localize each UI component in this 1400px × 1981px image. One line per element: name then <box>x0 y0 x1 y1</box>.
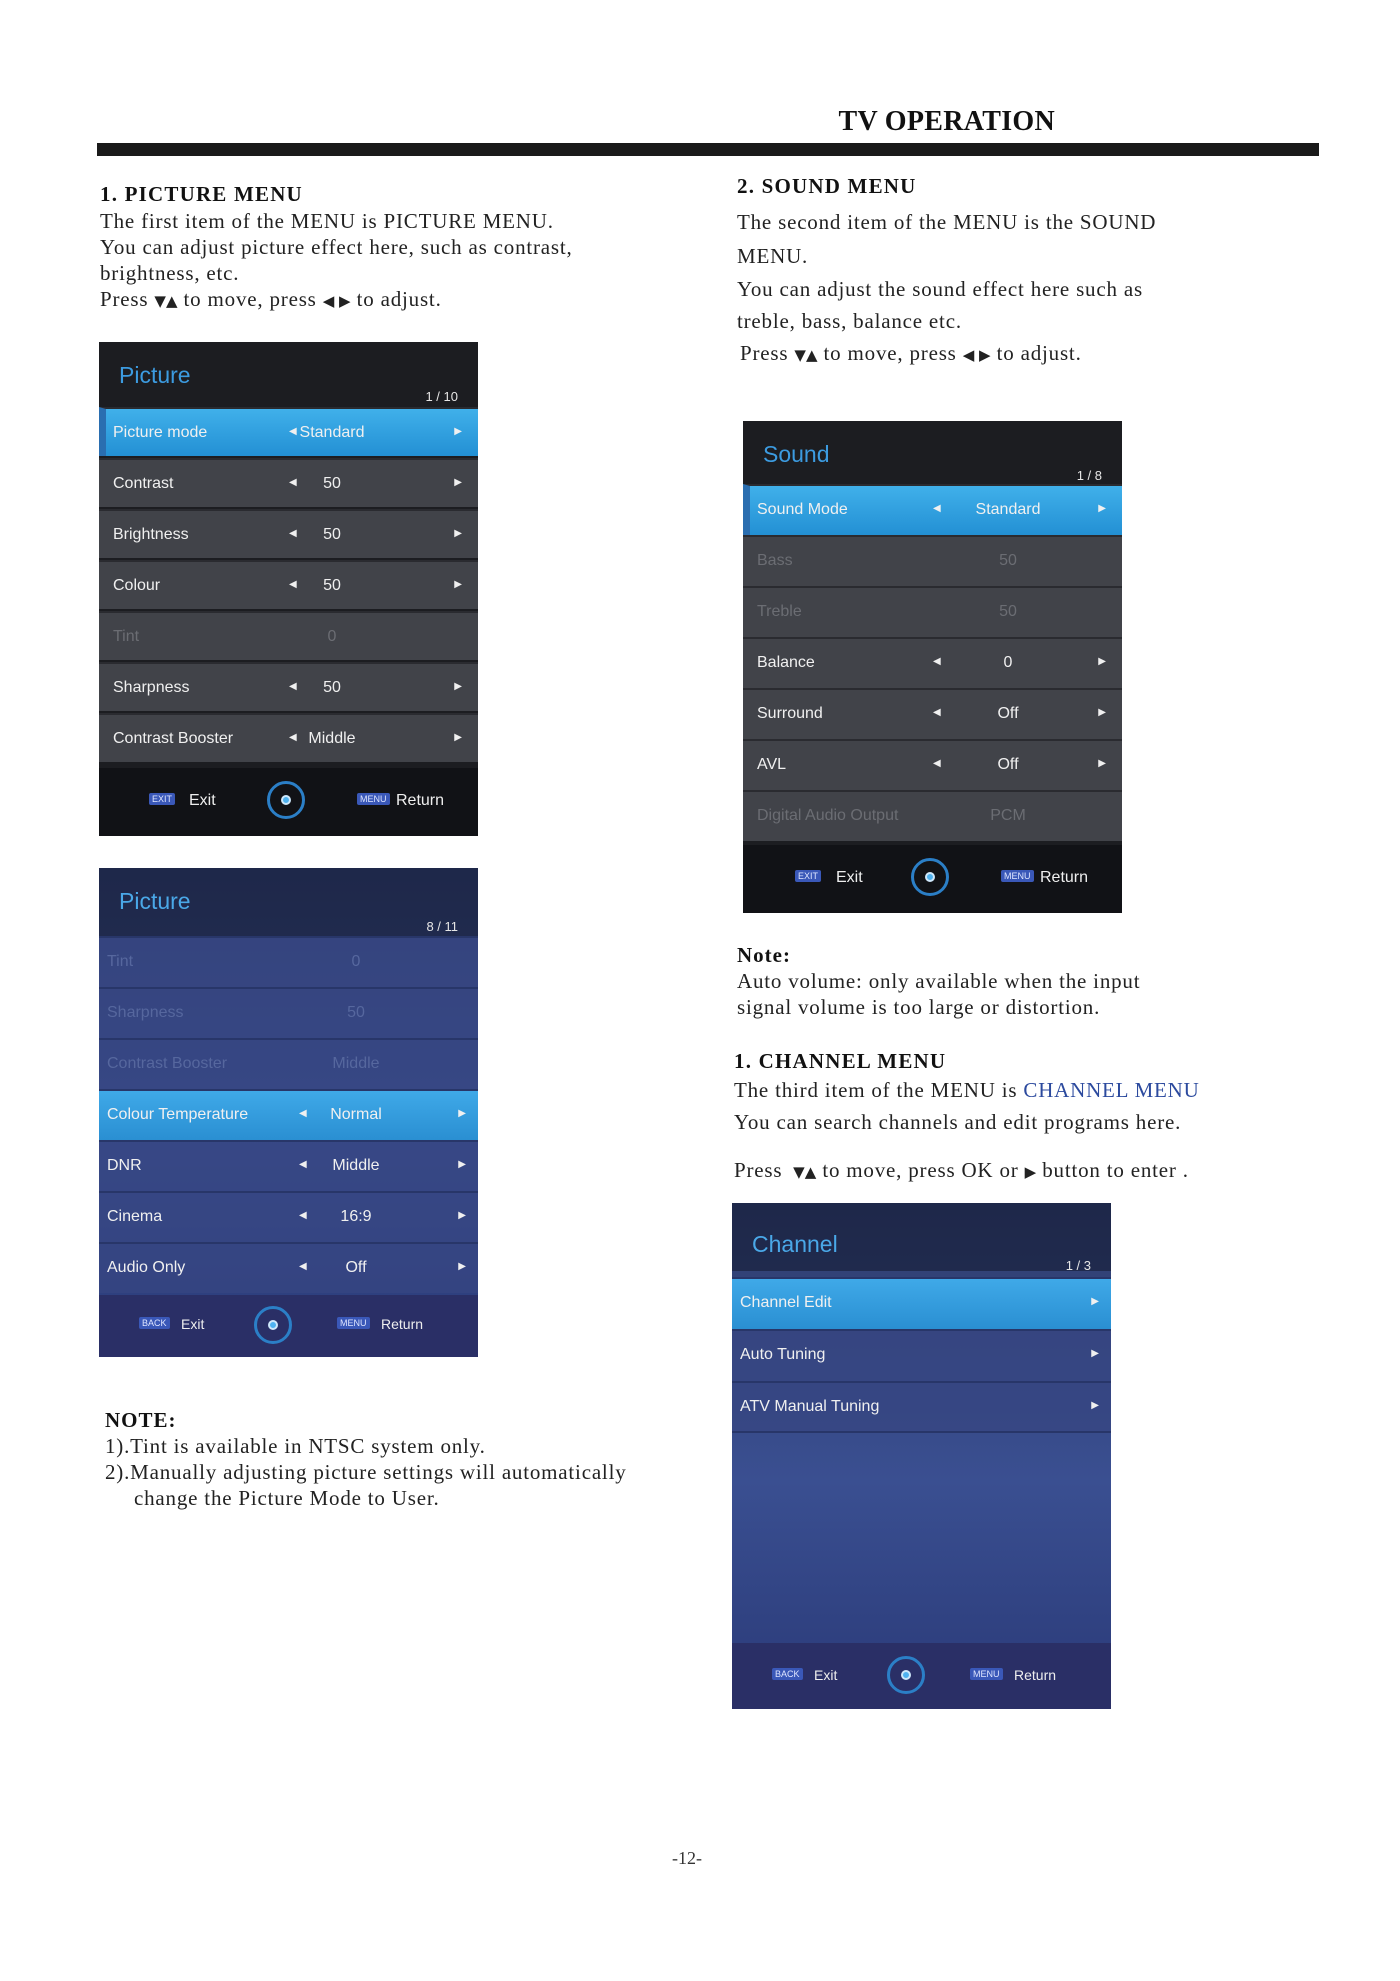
row-label: Brightness <box>113 526 189 543</box>
menu-row-brightness[interactable] <box>99 509 478 558</box>
return-label[interactable]: Return <box>1040 869 1089 886</box>
picture-menu-screen <box>99 342 478 836</box>
back-key-badge[interactable]: BACK <box>772 1668 803 1680</box>
menu-row-cinema[interactable] <box>99 1191 478 1242</box>
sound-desc-line3: You can adjust the sound effect here such as <box>737 277 1143 301</box>
channel-menu-screen <box>732 1203 1111 1709</box>
picture-menu-screen-page2 <box>99 868 478 1357</box>
channel-press-line <box>734 1154 1334 1188</box>
picture-desc-line3: brightness, etc. <box>100 261 240 285</box>
header-rule <box>97 143 1319 156</box>
right-arrow-icon[interactable]: ▶ <box>1091 1400 1099 1411</box>
row-value: 50 <box>323 475 341 492</box>
note-item-1: 1).Tint is available in NTSC system only. <box>105 1434 486 1458</box>
right-arrow-icon[interactable]: ▶ <box>458 1159 466 1170</box>
row-label: Treble <box>757 603 802 620</box>
row-value: Middle <box>332 1157 380 1174</box>
row-label: Picture mode <box>113 424 208 441</box>
picture-press-line <box>100 286 660 314</box>
menu-row-picture-mode[interactable] <box>99 407 478 456</box>
exit-key-badge[interactable]: EXIT <box>795 870 821 882</box>
adjust-label: to adjust. <box>356 287 442 311</box>
row-value: 50 <box>323 679 341 696</box>
menu-footer <box>99 1295 478 1357</box>
row-label: Sharpness <box>107 1004 184 1021</box>
menu-row-avl[interactable] <box>743 739 1122 790</box>
sound-note <box>737 942 1297 1020</box>
right-arrow-icon[interactable]: ▶ <box>1098 707 1106 718</box>
menu-row-colour-temperature[interactable] <box>99 1089 478 1140</box>
row-label: DNR <box>107 1157 142 1174</box>
row-value: 0 <box>1003 654 1013 671</box>
row-label: AVL <box>757 756 787 773</box>
menu-row-sharpness <box>99 987 478 1038</box>
menu-row-channel-edit[interactable] <box>732 1277 1111 1329</box>
right-arrow-icon[interactable]: ▶ <box>1098 503 1106 514</box>
right-arrow-icon[interactable]: ▶ <box>458 1210 466 1221</box>
right-arrow-icon[interactable]: ▶ <box>454 426 462 437</box>
return-label[interactable]: Return <box>381 1316 424 1332</box>
menu-row-sound-mode[interactable] <box>743 484 1122 535</box>
picture-note <box>105 1407 685 1511</box>
menu-page-indicator: 1 / 3 <box>1065 1258 1091 1273</box>
exit-label[interactable]: Exit <box>189 792 216 809</box>
menu-key-badge[interactable]: MENU <box>337 1317 370 1329</box>
row-label: Sharpness <box>113 679 190 696</box>
left-arrow-icon[interactable]: ◀ <box>289 732 297 743</box>
row-label: Sound Mode <box>757 501 848 518</box>
picture-menu-heading: 1. PICTURE MENU <box>100 182 303 206</box>
row-value: 0 <box>327 628 337 645</box>
row-value: Middle <box>308 730 356 747</box>
row-value: Middle <box>332 1055 380 1072</box>
row-label: Tint <box>113 628 140 645</box>
left-arrow-icon[interactable]: ◀ <box>299 1261 307 1272</box>
row-label: Bass <box>757 552 793 569</box>
sound-menu-heading: 2. SOUND MENU <box>737 174 917 198</box>
menu-row-balance[interactable] <box>743 637 1122 688</box>
adjust-label: to adjust. <box>996 341 1082 365</box>
note-heading: NOTE: <box>105 1408 177 1432</box>
row-label: Cinema <box>107 1208 163 1225</box>
left-arrow-icon[interactable]: ◀ <box>933 707 941 718</box>
sound-menu-description <box>737 205 1297 371</box>
left-arrow-icon[interactable]: ◀ <box>933 503 941 514</box>
row-label: Tint <box>107 953 134 970</box>
down-up-arrows-icon: ▼▲ <box>154 292 178 310</box>
row-label: Contrast <box>113 475 174 492</box>
row-value: 50 <box>323 526 341 543</box>
row-value: Off <box>997 756 1019 773</box>
row-label: Surround <box>757 705 823 722</box>
right-arrow-icon[interactable]: ▶ <box>1098 758 1106 769</box>
page-header-title: TV OPERATION <box>838 106 1055 137</box>
down-up-arrows-icon: ▼▲ <box>794 346 818 364</box>
note-heading: Note: <box>737 943 791 967</box>
return-label[interactable]: Return <box>1014 1667 1057 1683</box>
navigation-pad-icon <box>254 1306 292 1344</box>
right-arrow-icon: ▶ <box>1024 1163 1037 1181</box>
menu-title: Picture <box>119 362 191 388</box>
right-arrow-icon[interactable]: ▶ <box>454 477 462 488</box>
right-arrow-icon[interactable]: ▶ <box>454 528 462 539</box>
left-arrow-icon[interactable]: ◀ <box>289 681 297 692</box>
row-label: Colour <box>113 577 161 594</box>
move-label: to move, press OK or <box>822 1158 1019 1182</box>
menu-page-indicator: 1 / 10 <box>425 389 458 404</box>
menu-row-audio-only[interactable] <box>99 1242 478 1293</box>
left-arrow-icon[interactable]: ◀ <box>299 1108 307 1119</box>
menu-title: Sound <box>763 441 830 467</box>
menu-footer <box>732 1643 1111 1709</box>
menu-key-badge[interactable]: MENU <box>357 793 390 805</box>
row-value: 16:9 <box>340 1208 372 1225</box>
down-up-arrows-icon: ▼▲ <box>788 1163 817 1181</box>
press-label: Press <box>734 1158 783 1182</box>
menu-row-surround[interactable] <box>743 688 1122 739</box>
menu-row-bass <box>743 535 1122 586</box>
exit-label[interactable]: Exit <box>181 1316 205 1332</box>
left-arrow-icon[interactable]: ◀ <box>289 426 297 437</box>
sound-desc-line2: MENU. <box>737 244 809 268</box>
row-value: 50 <box>323 577 341 594</box>
row-value: Standard <box>299 424 365 441</box>
row-label: Digital Audio Output <box>757 807 899 824</box>
row-value: PCM <box>990 807 1026 824</box>
left-right-arrows-icon: ◀ ▶ <box>322 292 351 310</box>
sound-desc-line1: The second item of the MENU is the SOUND <box>737 210 1157 234</box>
picture-desc-line2: You can adjust picture effect here, such as contrast, <box>100 235 573 259</box>
press-label: Press <box>100 287 149 311</box>
note-line-1: Auto volume: only available when the input <box>737 969 1141 993</box>
menu-row-digital-audio-output <box>743 790 1122 841</box>
menu-footer <box>99 768 478 836</box>
right-arrow-icon[interactable]: ▶ <box>1098 656 1106 667</box>
move-label: to move, press <box>823 341 957 365</box>
note-item-2-continued: change the Picture Mode to User. <box>134 1486 440 1510</box>
channel-menu-highlight: CHANNEL MENU <box>1023 1078 1200 1102</box>
menu-row-contrast-booster <box>99 1038 478 1089</box>
move-label: to move, press <box>183 287 317 311</box>
sound-desc-line4: treble, bass, balance etc. <box>737 309 962 333</box>
sound-press-line <box>737 337 1297 371</box>
note-item-2: 2).Manually adjusting picture settings will automatically <box>105 1460 627 1484</box>
row-value: 50 <box>999 603 1017 620</box>
channel-desc-text: The third item of the MENU is <box>734 1078 1018 1102</box>
left-arrow-icon[interactable]: ◀ <box>289 528 297 539</box>
channel-desc-line2: You can search channels and edit programs here. <box>734 1110 1182 1134</box>
menu-row-sharpness[interactable] <box>99 662 478 711</box>
menu-row-contrast[interactable] <box>99 458 478 507</box>
menu-title: Picture <box>119 888 191 914</box>
right-arrow-icon[interactable]: ▶ <box>454 732 462 743</box>
row-label: Balance <box>757 654 815 671</box>
right-arrow-icon[interactable]: ▶ <box>454 681 462 692</box>
menu-key-badge[interactable]: MENU <box>1001 870 1034 882</box>
menu-row-atv-manual-tuning[interactable] <box>732 1381 1111 1433</box>
back-key-badge[interactable]: BACK <box>139 1317 170 1329</box>
sound-menu-screen <box>743 421 1122 913</box>
menu-row-treble <box>743 586 1122 637</box>
row-value: 50 <box>347 1004 365 1021</box>
exit-label[interactable]: Exit <box>814 1667 838 1683</box>
row-value: Off <box>345 1259 367 1276</box>
row-label: Auto Tuning <box>740 1346 826 1363</box>
left-right-arrows-icon: ◀ ▶ <box>962 346 991 364</box>
right-arrow-icon[interactable]: ▶ <box>458 1108 466 1119</box>
menu-key-badge[interactable]: MENU <box>970 1668 1003 1680</box>
navigation-pad-icon <box>267 781 305 819</box>
menu-row-tint <box>99 936 478 987</box>
navigation-pad-icon <box>887 1656 925 1694</box>
right-arrow-icon[interactable]: ▶ <box>458 1261 466 1272</box>
menu-row-dnr[interactable] <box>99 1140 478 1191</box>
enter-label: button to enter . <box>1042 1158 1189 1182</box>
menu-row-colour[interactable] <box>99 560 478 609</box>
note-line-2: signal volume is too large or distortion. <box>737 995 1101 1019</box>
row-value: Off <box>997 705 1019 722</box>
row-value: Standard <box>975 501 1041 518</box>
row-label: Colour Temperature <box>107 1106 249 1123</box>
row-label: Channel Edit <box>740 1294 832 1311</box>
picture-menu-description <box>100 208 660 314</box>
row-value: 0 <box>351 953 361 970</box>
row-label: Contrast Booster <box>113 730 234 747</box>
right-arrow-icon[interactable]: ▶ <box>1091 1296 1099 1307</box>
row-label: Contrast Booster <box>107 1055 228 1072</box>
left-arrow-icon[interactable]: ◀ <box>289 477 297 488</box>
menu-row-contrast-booster[interactable] <box>99 713 478 762</box>
menu-row-tint <box>99 611 478 660</box>
row-label: Audio Only <box>107 1259 186 1276</box>
left-arrow-icon[interactable]: ◀ <box>933 656 941 667</box>
return-label[interactable]: Return <box>396 792 445 809</box>
channel-menu-description <box>734 1074 1334 1188</box>
press-label: Press <box>740 341 789 365</box>
left-arrow-icon[interactable]: ◀ <box>933 758 941 769</box>
channel-menu-heading: 1. CHANNEL MENU <box>734 1049 947 1073</box>
exit-label[interactable]: Exit <box>836 869 863 886</box>
row-label: ATV Manual Tuning <box>740 1398 880 1415</box>
menu-footer <box>743 845 1122 913</box>
page-number: -12- <box>672 1848 702 1868</box>
left-arrow-icon[interactable]: ◀ <box>299 1210 307 1221</box>
exit-key-badge[interactable]: EXIT <box>149 793 175 805</box>
right-arrow-icon[interactable]: ▶ <box>454 579 462 590</box>
picture-desc-line1: The first item of the MENU is PICTURE MENU. <box>100 209 554 233</box>
channel-desc-line1 <box>734 1074 1334 1106</box>
menu-page-indicator: 8 / 11 <box>426 919 458 934</box>
left-arrow-icon[interactable]: ◀ <box>299 1159 307 1170</box>
menu-row-auto-tuning[interactable] <box>732 1329 1111 1381</box>
row-value: Normal <box>330 1106 382 1123</box>
right-arrow-icon[interactable]: ▶ <box>1091 1348 1099 1359</box>
navigation-pad-icon <box>911 858 949 896</box>
left-arrow-icon[interactable]: ◀ <box>289 579 297 590</box>
menu-page-indicator: 1 / 8 <box>1076 468 1102 483</box>
menu-title: Channel <box>752 1231 838 1257</box>
row-value: 50 <box>999 552 1017 569</box>
